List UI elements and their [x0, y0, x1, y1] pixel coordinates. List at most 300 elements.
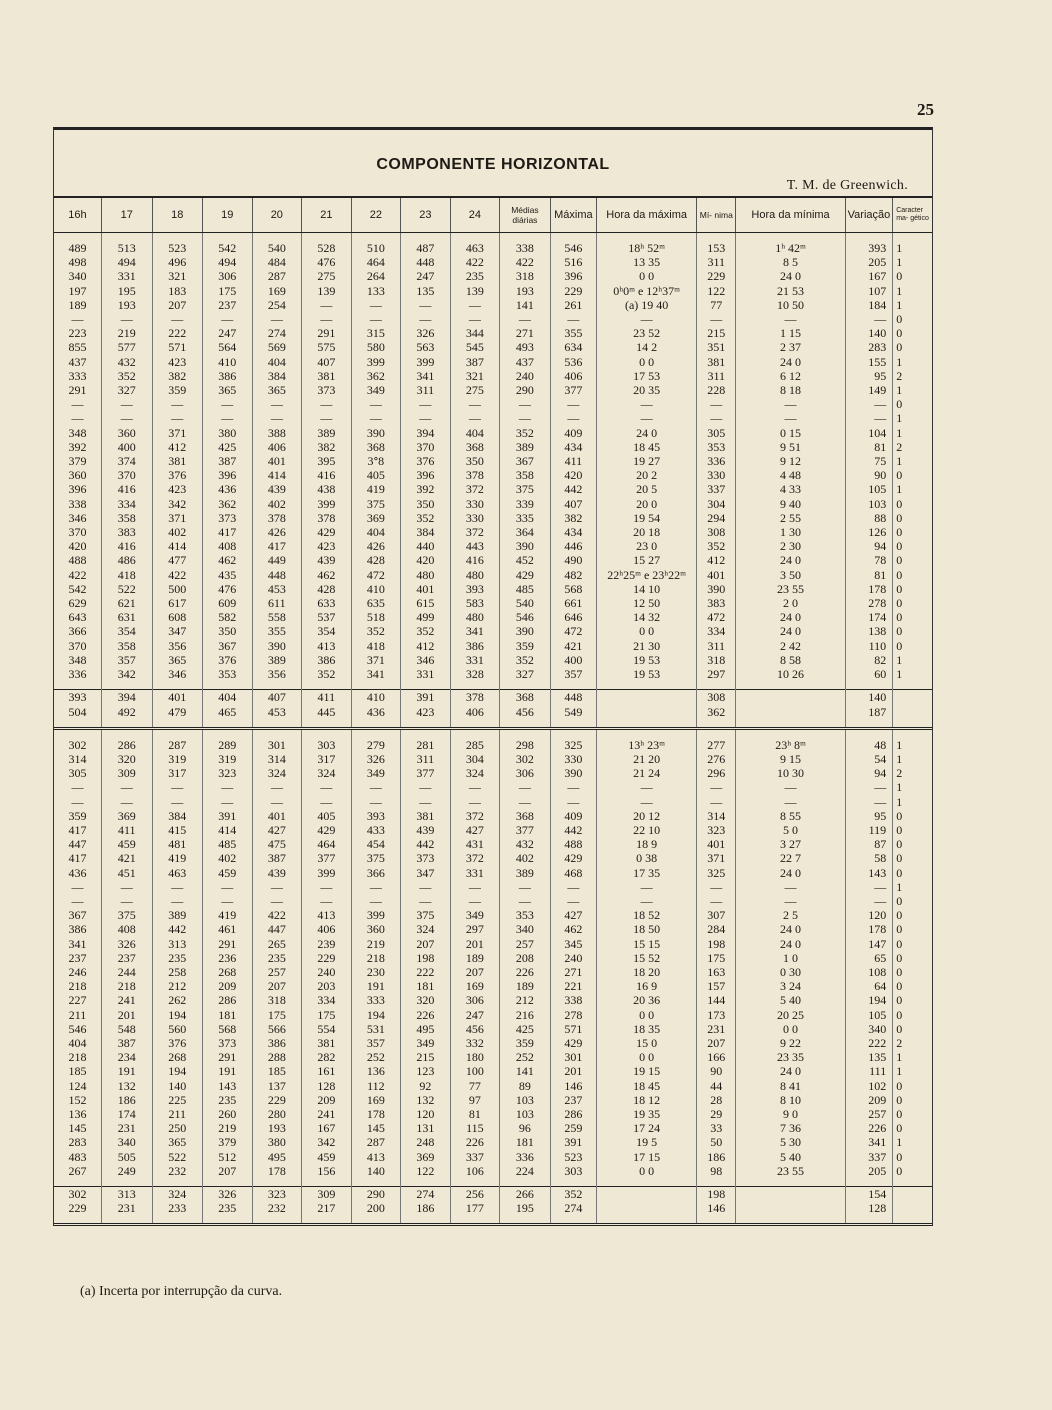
- table-cell: 387: [101, 1036, 152, 1050]
- table-cell: 419: [203, 908, 253, 922]
- table-cell: 277: [697, 738, 736, 752]
- table-cell: —: [450, 397, 500, 411]
- table-cell: 495: [252, 1150, 302, 1164]
- table-cell: 140: [351, 1164, 401, 1178]
- table-cell: 119: [845, 823, 892, 837]
- table-cell: 352: [550, 1187, 596, 1202]
- table-cell: 178: [845, 922, 892, 936]
- table-cell: 237: [101, 951, 152, 965]
- spacer-cell: [450, 1178, 500, 1187]
- table-row: [54, 468, 932, 482]
- table-cell: 542: [54, 582, 101, 596]
- table-cell: 330: [550, 752, 596, 766]
- table-cell: 0: [896, 1121, 903, 1136]
- table-cell: 18 45: [597, 1079, 697, 1093]
- table-cell: 178: [845, 582, 892, 596]
- table-cell: 313: [101, 1187, 152, 1202]
- table-cell: 22 10: [597, 823, 697, 837]
- spacer-cell: [697, 681, 736, 690]
- table-cell: 418: [101, 568, 152, 582]
- table-row: [54, 965, 932, 979]
- spacer-cell: [845, 719, 892, 729]
- table-cell: —: [152, 397, 203, 411]
- table-cell: 494: [203, 255, 253, 269]
- spacer-cell: [845, 681, 892, 690]
- table-cell: 248: [401, 1135, 451, 1149]
- table-row: [54, 894, 932, 908]
- column-header: 20: [252, 197, 302, 233]
- table-cell: 24 0: [736, 269, 845, 283]
- table-cell: 516: [550, 255, 596, 269]
- table-cell: 383: [101, 525, 152, 539]
- table-cell: 226: [450, 1135, 500, 1149]
- table-cell: 189: [500, 979, 551, 993]
- table-row: [54, 539, 932, 553]
- table-cell: 89: [500, 1079, 551, 1093]
- table-cell: 399: [302, 866, 352, 880]
- table-cell: 209: [203, 979, 253, 993]
- table-cell: —: [401, 298, 451, 312]
- table-cell: 401: [152, 690, 203, 705]
- table-cell: 18 9: [597, 837, 697, 851]
- table-cell: 537: [302, 610, 352, 624]
- table-cell: 459: [101, 837, 152, 851]
- table-cell: 154: [845, 1187, 892, 1202]
- table-cell: 376: [203, 653, 253, 667]
- table-cell: 235: [450, 269, 500, 283]
- table-cell: —: [736, 880, 845, 894]
- table-cell: 487: [401, 241, 451, 255]
- table-cell: 0: [896, 624, 903, 639]
- table-cell: 370: [401, 440, 451, 454]
- table-cell: 305: [697, 426, 736, 440]
- table-cell: 370: [54, 525, 101, 539]
- table-cell: 368: [450, 440, 500, 454]
- table-cell: 307: [697, 908, 736, 922]
- table-cell: 393: [845, 241, 892, 255]
- spacer-cell: [401, 1215, 451, 1223]
- table-cell: 500: [152, 582, 203, 596]
- table-cell: 646: [550, 610, 596, 624]
- table-cell: 174: [845, 610, 892, 624]
- table-cell: 286: [550, 1107, 596, 1121]
- table-cell: 1: [896, 737, 903, 752]
- spacer-cell: [550, 728, 596, 738]
- table-cell: 0: [896, 922, 903, 937]
- table-cell: 81: [845, 440, 892, 454]
- table-cell: 429: [550, 851, 596, 865]
- table-cell: 568: [203, 1022, 253, 1036]
- table-cell: —: [845, 411, 892, 425]
- table-cell: —: [697, 880, 736, 894]
- table-cell: 252: [351, 1050, 401, 1064]
- table-cell: 161: [302, 1064, 352, 1078]
- table-cell: 230: [351, 965, 401, 979]
- table-cell: 404: [351, 525, 401, 539]
- table-cell: 231: [101, 1201, 152, 1215]
- table-cell: 558: [252, 610, 302, 624]
- table-row: [54, 582, 932, 596]
- table-cell: 341: [54, 937, 101, 951]
- table-cell: 58: [845, 851, 892, 865]
- table-cell: 0 0: [597, 1050, 697, 1064]
- table-cell: 0: [896, 908, 903, 923]
- table-cell: 453: [252, 582, 302, 596]
- table-cell: 19 53: [597, 667, 697, 681]
- table-cell: —: [101, 780, 152, 794]
- spacer-cell: [351, 728, 401, 738]
- table-cell: [597, 1187, 697, 1202]
- table-cell: 180: [450, 1050, 500, 1064]
- table-cell: 373: [203, 1036, 253, 1050]
- table-cell: 330: [450, 497, 500, 511]
- header-row: [54, 197, 932, 233]
- table-cell: 367: [500, 454, 551, 468]
- table-cell: —: [101, 411, 152, 425]
- table-cell: 351: [697, 340, 736, 354]
- table-cell: 368: [500, 690, 551, 705]
- table-cell: [736, 1187, 845, 1202]
- table-cell: 308: [697, 690, 736, 705]
- table-cell: 462: [203, 553, 253, 567]
- table-cell: 383: [697, 596, 736, 610]
- table-row: [54, 269, 932, 283]
- table-cell: 1: [896, 780, 903, 795]
- table-cell: 382: [550, 511, 596, 525]
- table-cell: 401: [697, 568, 736, 582]
- table-cell: 9 40: [736, 497, 845, 511]
- table-cell: 215: [697, 326, 736, 340]
- table-cell: 195: [500, 1201, 551, 1215]
- table-cell: 542: [203, 241, 253, 255]
- table-cell: 20 2: [597, 468, 697, 482]
- spacer-cell: [845, 1215, 892, 1223]
- table-cell: 95: [845, 369, 892, 383]
- table-cell: —: [252, 411, 302, 425]
- table-cell: 303: [302, 738, 352, 752]
- table-cell: 415: [152, 823, 203, 837]
- spacer-cell: [203, 1178, 253, 1187]
- table-cell: 374: [101, 454, 152, 468]
- table-cell: 422: [252, 908, 302, 922]
- table-cell: 311: [697, 255, 736, 269]
- table-cell: 404: [203, 690, 253, 705]
- table-cell: 193: [252, 1121, 302, 1135]
- table-cell: 7 36: [736, 1121, 845, 1135]
- spacer-cell: [252, 1215, 302, 1223]
- table-cell: 352: [401, 624, 451, 638]
- table-cell: 373: [302, 383, 352, 397]
- table-cell: [597, 1201, 697, 1215]
- table-cell: 341: [450, 624, 500, 638]
- column-header: Máxima: [550, 197, 596, 233]
- table-cell: 20 25: [736, 1008, 845, 1022]
- table-frame: [53, 127, 933, 1226]
- table-cell: 285: [450, 738, 500, 752]
- table-cell: 0: [896, 610, 903, 625]
- table-cell: 218: [54, 1050, 101, 1064]
- spacer-cell: [101, 728, 152, 738]
- table-cell: 136: [54, 1107, 101, 1121]
- table-cell: 274: [401, 1187, 451, 1202]
- table-cell: 100: [450, 1064, 500, 1078]
- table-cell: 420: [401, 553, 451, 567]
- spacer-cell: [302, 1215, 352, 1223]
- table-cell: 106: [450, 1164, 500, 1178]
- table-cell: 459: [203, 866, 253, 880]
- table-cell: 412: [697, 553, 736, 567]
- column-header: 16h: [54, 197, 101, 233]
- table-cell: 257: [252, 965, 302, 979]
- table-row: [54, 809, 932, 823]
- table-cell: 433: [351, 823, 401, 837]
- table-cell: 90: [845, 468, 892, 482]
- table-cell: 333: [351, 993, 401, 1007]
- table-cell: 153: [697, 241, 736, 255]
- table-cell: 278: [550, 1008, 596, 1022]
- table-cell: 401: [401, 582, 451, 596]
- table-cell: 229: [550, 284, 596, 298]
- table-cell: —: [351, 880, 401, 894]
- table-cell: 446: [550, 539, 596, 553]
- table-cell: 294: [697, 511, 736, 525]
- table-cell: —: [597, 411, 697, 425]
- table-cell: 347: [401, 866, 451, 880]
- table-cell: 120: [401, 1107, 451, 1121]
- table-cell: 375: [101, 908, 152, 922]
- table-cell: 512: [203, 1150, 253, 1164]
- spacer-cell: [550, 681, 596, 690]
- table-cell: 1: [896, 1135, 903, 1150]
- table-cell: 362: [203, 497, 253, 511]
- table-cell: 18 20: [597, 965, 697, 979]
- table-cell: 396: [203, 468, 253, 482]
- table-cell: 358: [101, 639, 152, 653]
- table-cell: 629: [54, 596, 101, 610]
- table-cell: 475: [252, 837, 302, 851]
- table-cell: 274: [550, 1201, 596, 1215]
- table-cell: 163: [697, 965, 736, 979]
- table-cell: 122: [697, 284, 736, 298]
- table-cell: 405: [351, 468, 401, 482]
- table-cell: —: [252, 880, 302, 894]
- table-cell: —: [302, 411, 352, 425]
- table-cell: 388: [252, 426, 302, 440]
- table-cell: 609: [203, 596, 253, 610]
- column-header: Hora da mínima: [736, 197, 845, 233]
- spacer-cell: [252, 233, 302, 242]
- table-cell: 340: [54, 269, 101, 283]
- table-cell: 390: [550, 766, 596, 780]
- table-cell: 126: [845, 525, 892, 539]
- table-cell: 2 37: [736, 340, 845, 354]
- table-cell: 379: [203, 1135, 253, 1149]
- table-cell: 414: [203, 823, 253, 837]
- table-cell: 498: [54, 255, 101, 269]
- table-cell: 370: [101, 468, 152, 482]
- table-cell: —: [845, 397, 892, 411]
- table-cell: 338: [550, 993, 596, 1007]
- table-cell: 447: [252, 922, 302, 936]
- table-cell: —: [450, 795, 500, 809]
- spacer-cell: [500, 1215, 551, 1223]
- table-cell: 1: [896, 454, 903, 469]
- table-cell: 0: [896, 808, 903, 823]
- table-cell: 531: [351, 1022, 401, 1036]
- table-cell: 82: [845, 653, 892, 667]
- table-cell: 404: [252, 355, 302, 369]
- table-cell: 489: [54, 241, 101, 255]
- table-cell: —: [500, 397, 551, 411]
- table-cell: 422: [152, 568, 203, 582]
- table-cell: 352: [500, 653, 551, 667]
- table-cell: 122: [401, 1164, 451, 1178]
- spacer-cell: [401, 1178, 451, 1187]
- column-header: 19: [203, 197, 253, 233]
- table-cell: 365: [152, 1135, 203, 1149]
- table-cell: 331: [450, 866, 500, 880]
- table-cell: 283: [845, 340, 892, 354]
- table-cell: 416: [101, 482, 152, 496]
- table-cell: 1: [896, 255, 903, 270]
- table-cell: 369: [401, 1150, 451, 1164]
- table-cell: 222: [845, 1036, 892, 1050]
- table-cell: 44: [697, 1079, 736, 1093]
- table-row: [54, 795, 932, 809]
- table-cell: 1: [896, 482, 903, 497]
- table-cell: 219: [203, 1121, 253, 1135]
- table-cell: 327: [500, 667, 551, 681]
- table-cell: 23 52: [597, 326, 697, 340]
- table-cell: 303: [550, 1164, 596, 1178]
- table-cell: 402: [500, 851, 551, 865]
- table-cell: 386: [54, 922, 101, 936]
- table-cell: 404: [54, 1036, 101, 1050]
- table-cell: —: [401, 397, 451, 411]
- table-cell: —: [351, 298, 401, 312]
- table-cell: 311: [401, 383, 451, 397]
- table-cell: 442: [550, 482, 596, 496]
- table-cell: 258: [152, 965, 203, 979]
- table-row: [54, 979, 932, 993]
- table-cell: 321: [152, 269, 203, 283]
- table-row: [54, 937, 932, 951]
- table-cell: 0: [896, 1163, 903, 1178]
- table-cell: 554: [302, 1022, 352, 1036]
- table-row: [54, 1008, 932, 1022]
- table-cell: —: [845, 880, 892, 894]
- table-cell: 488: [550, 837, 596, 851]
- column-header: Variação: [845, 197, 892, 233]
- table-cell: 276: [697, 752, 736, 766]
- table-cell: 185: [54, 1064, 101, 1078]
- table-cell: 21 24: [597, 766, 697, 780]
- table-cell: 21 30: [597, 639, 697, 653]
- table-cell: 381: [302, 369, 352, 383]
- table-cell: 429: [302, 823, 352, 837]
- spacer-cell: [54, 1215, 101, 1223]
- table-cell: 408: [101, 922, 152, 936]
- table-cell: 357: [101, 653, 152, 667]
- table-cell: 482: [550, 568, 596, 582]
- table-cell: 486: [101, 553, 152, 567]
- table-cell: —: [500, 795, 551, 809]
- table-cell: 271: [550, 965, 596, 979]
- table-cell: 8 55: [736, 809, 845, 823]
- table-cell: 330: [697, 468, 736, 482]
- spacer-cell: [893, 719, 932, 729]
- table-cell: 301: [550, 1050, 596, 1064]
- table-cell: 463: [152, 866, 203, 880]
- table-row: [54, 610, 932, 624]
- spacer-cell: [152, 719, 203, 729]
- table-cell: 229: [252, 1093, 302, 1107]
- table-cell: 464: [351, 255, 401, 269]
- table-cell: 235: [252, 951, 302, 965]
- table-cell: 492: [101, 705, 152, 719]
- table-cell: 437: [54, 355, 101, 369]
- table-cell: 169: [351, 1093, 401, 1107]
- table-cell: 5 40: [736, 993, 845, 1007]
- table-cell: —: [697, 780, 736, 794]
- table-cell: 231: [101, 1121, 152, 1135]
- table-cell: 287: [252, 269, 302, 283]
- table-cell: 135: [845, 1050, 892, 1064]
- table-cell: 298: [500, 738, 551, 752]
- table-cell: —: [203, 397, 253, 411]
- table-cell: 481: [152, 837, 203, 851]
- table-cell: 611: [252, 596, 302, 610]
- data-table: [54, 196, 932, 1223]
- table-cell: 411: [302, 690, 352, 705]
- table-cell: 349: [450, 908, 500, 922]
- table-cell: 445: [302, 705, 352, 719]
- table-cell: 282: [302, 1050, 352, 1064]
- table-cell: 386: [203, 369, 253, 383]
- table-cell: 247: [203, 326, 253, 340]
- table-cell: 128: [302, 1079, 352, 1093]
- table-cell: 234: [101, 1050, 152, 1064]
- table-cell: 371: [697, 851, 736, 865]
- table-cell: 436: [203, 482, 253, 496]
- table-cell: 355: [550, 326, 596, 340]
- table-cell: 24 0: [736, 553, 845, 567]
- table-cell: 287: [152, 738, 203, 752]
- table-cell: 211: [54, 1008, 101, 1022]
- average-row: [54, 705, 932, 719]
- table-cell: 344: [450, 326, 500, 340]
- table-cell: 2: [896, 368, 903, 383]
- table-cell: 661: [550, 596, 596, 610]
- table-cell: 0 0: [736, 1022, 845, 1036]
- table-cell: —: [500, 312, 551, 326]
- table-cell: 378: [450, 690, 500, 705]
- table-cell: 1: [896, 652, 903, 667]
- table-cell: 0: [896, 837, 903, 852]
- table-cell: 360: [351, 922, 401, 936]
- spacer-cell: [845, 1178, 892, 1187]
- table-cell: 352: [302, 667, 352, 681]
- table-cell: 124: [54, 1079, 101, 1093]
- table-cell: 152: [54, 1093, 101, 1107]
- table-cell: 376: [152, 468, 203, 482]
- spacer-cell: [401, 681, 451, 690]
- spacer-cell: [736, 1215, 845, 1223]
- table-cell: 420: [550, 468, 596, 482]
- spacer-cell: [152, 233, 203, 242]
- table-cell: 183: [152, 284, 203, 298]
- spacer-cell: [697, 719, 736, 729]
